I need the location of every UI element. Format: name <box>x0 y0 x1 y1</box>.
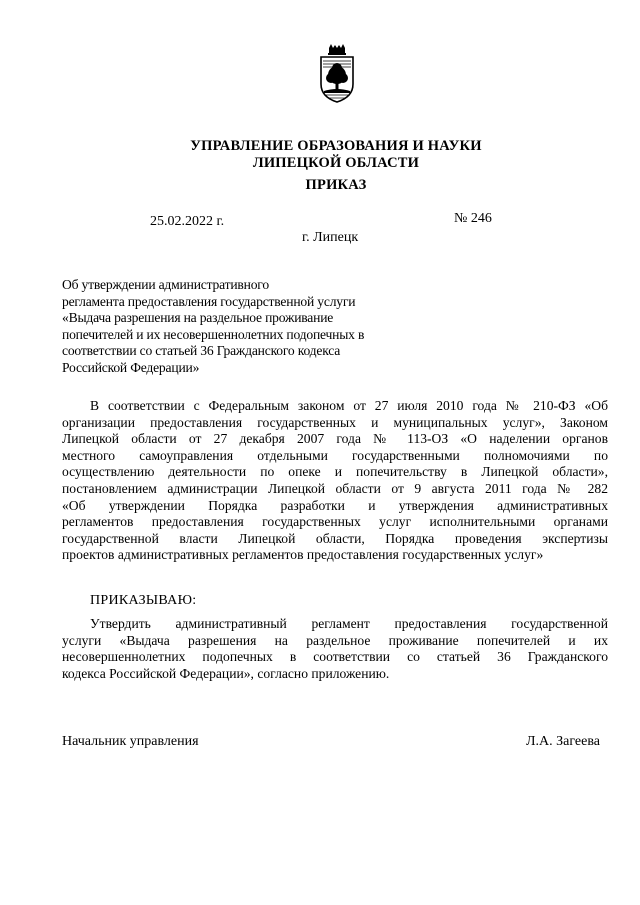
signatory-name: Л.А. Загеева <box>526 734 600 749</box>
order-item-line: услуги «Выдача разрешения на раздельное проживание попечителей и их <box>62 632 608 648</box>
organization-name-line2: ЛИПЕЦКОЙ ОБЛАСТИ <box>252 155 420 171</box>
document-city: г. Липецк <box>302 230 359 245</box>
order-item-line: кодекса Российской Федерации», согласно приложению. <box>62 665 390 681</box>
subject-line: Российской Федерации» <box>62 359 200 375</box>
document-number: № 246 <box>454 211 492 226</box>
preamble-line: местного самоуправления отдельными государственными полномочиями по <box>62 447 608 463</box>
preamble-line: проектов административных регламентов предоставления государственных услуг» <box>62 547 544 563</box>
signatory-title: Начальник управления <box>62 734 199 749</box>
order-item-line: несовершеннолетних подопечных в соответствии со статьей 36 Гражданского <box>62 649 608 665</box>
document-type: ПРИКАЗ <box>305 177 367 193</box>
subject-line: регламента предоставления государственной услуги <box>62 293 356 309</box>
preamble-line: организации предоставления государственных и муниципальных услуг», Законом <box>62 414 608 430</box>
subject-line: соответствии со статьей 36 Гражданского кодекса <box>62 343 341 359</box>
preamble-line: В соответствии с Федеральным законом от 27 июля 2010 года № 210-ФЗ «Об <box>90 398 608 413</box>
preamble-line: государственной власти Липецкой области, Порядка проведения экспертизы <box>62 530 608 546</box>
preamble-line: Липецкой области от 27 декабря 2007 года № 113-ОЗ «О наделении органов <box>62 431 608 447</box>
organization-name-line1: УПРАВЛЕНИЕ ОБРАЗОВАНИЯ И НАУКИ <box>190 138 482 154</box>
order-item-paragraph <box>62 616 608 682</box>
subject-line: «Выдача разрешения на раздельное проживание <box>62 310 334 326</box>
order-subject <box>62 277 442 377</box>
subject-line: попечителей и их несовершеннолетних подопечных в <box>62 326 365 342</box>
preamble-line: «Об утверждении Порядка разработки и утверждения административных <box>62 497 608 513</box>
preamble-paragraph <box>62 398 608 564</box>
preamble-line: регламентов предоставления государственных услуг исполнительными органами <box>62 514 608 530</box>
subject-line: Об утверждении административного <box>62 277 269 292</box>
coat-of-arms-icon <box>318 44 356 104</box>
document-date: 25.02.2022 г. <box>150 214 225 229</box>
order-directive: ПРИКАЗЫВАЮ: <box>90 593 197 608</box>
preamble-line: постановлением администрации Липецкой области от 9 августа 2011 года № 282 <box>62 480 608 496</box>
order-item-line: Утвердить административный регламент предоставления государственной <box>90 616 608 631</box>
preamble-line: осуществлению деятельности по опеке и попечительству в Липецкой области», <box>62 464 608 480</box>
